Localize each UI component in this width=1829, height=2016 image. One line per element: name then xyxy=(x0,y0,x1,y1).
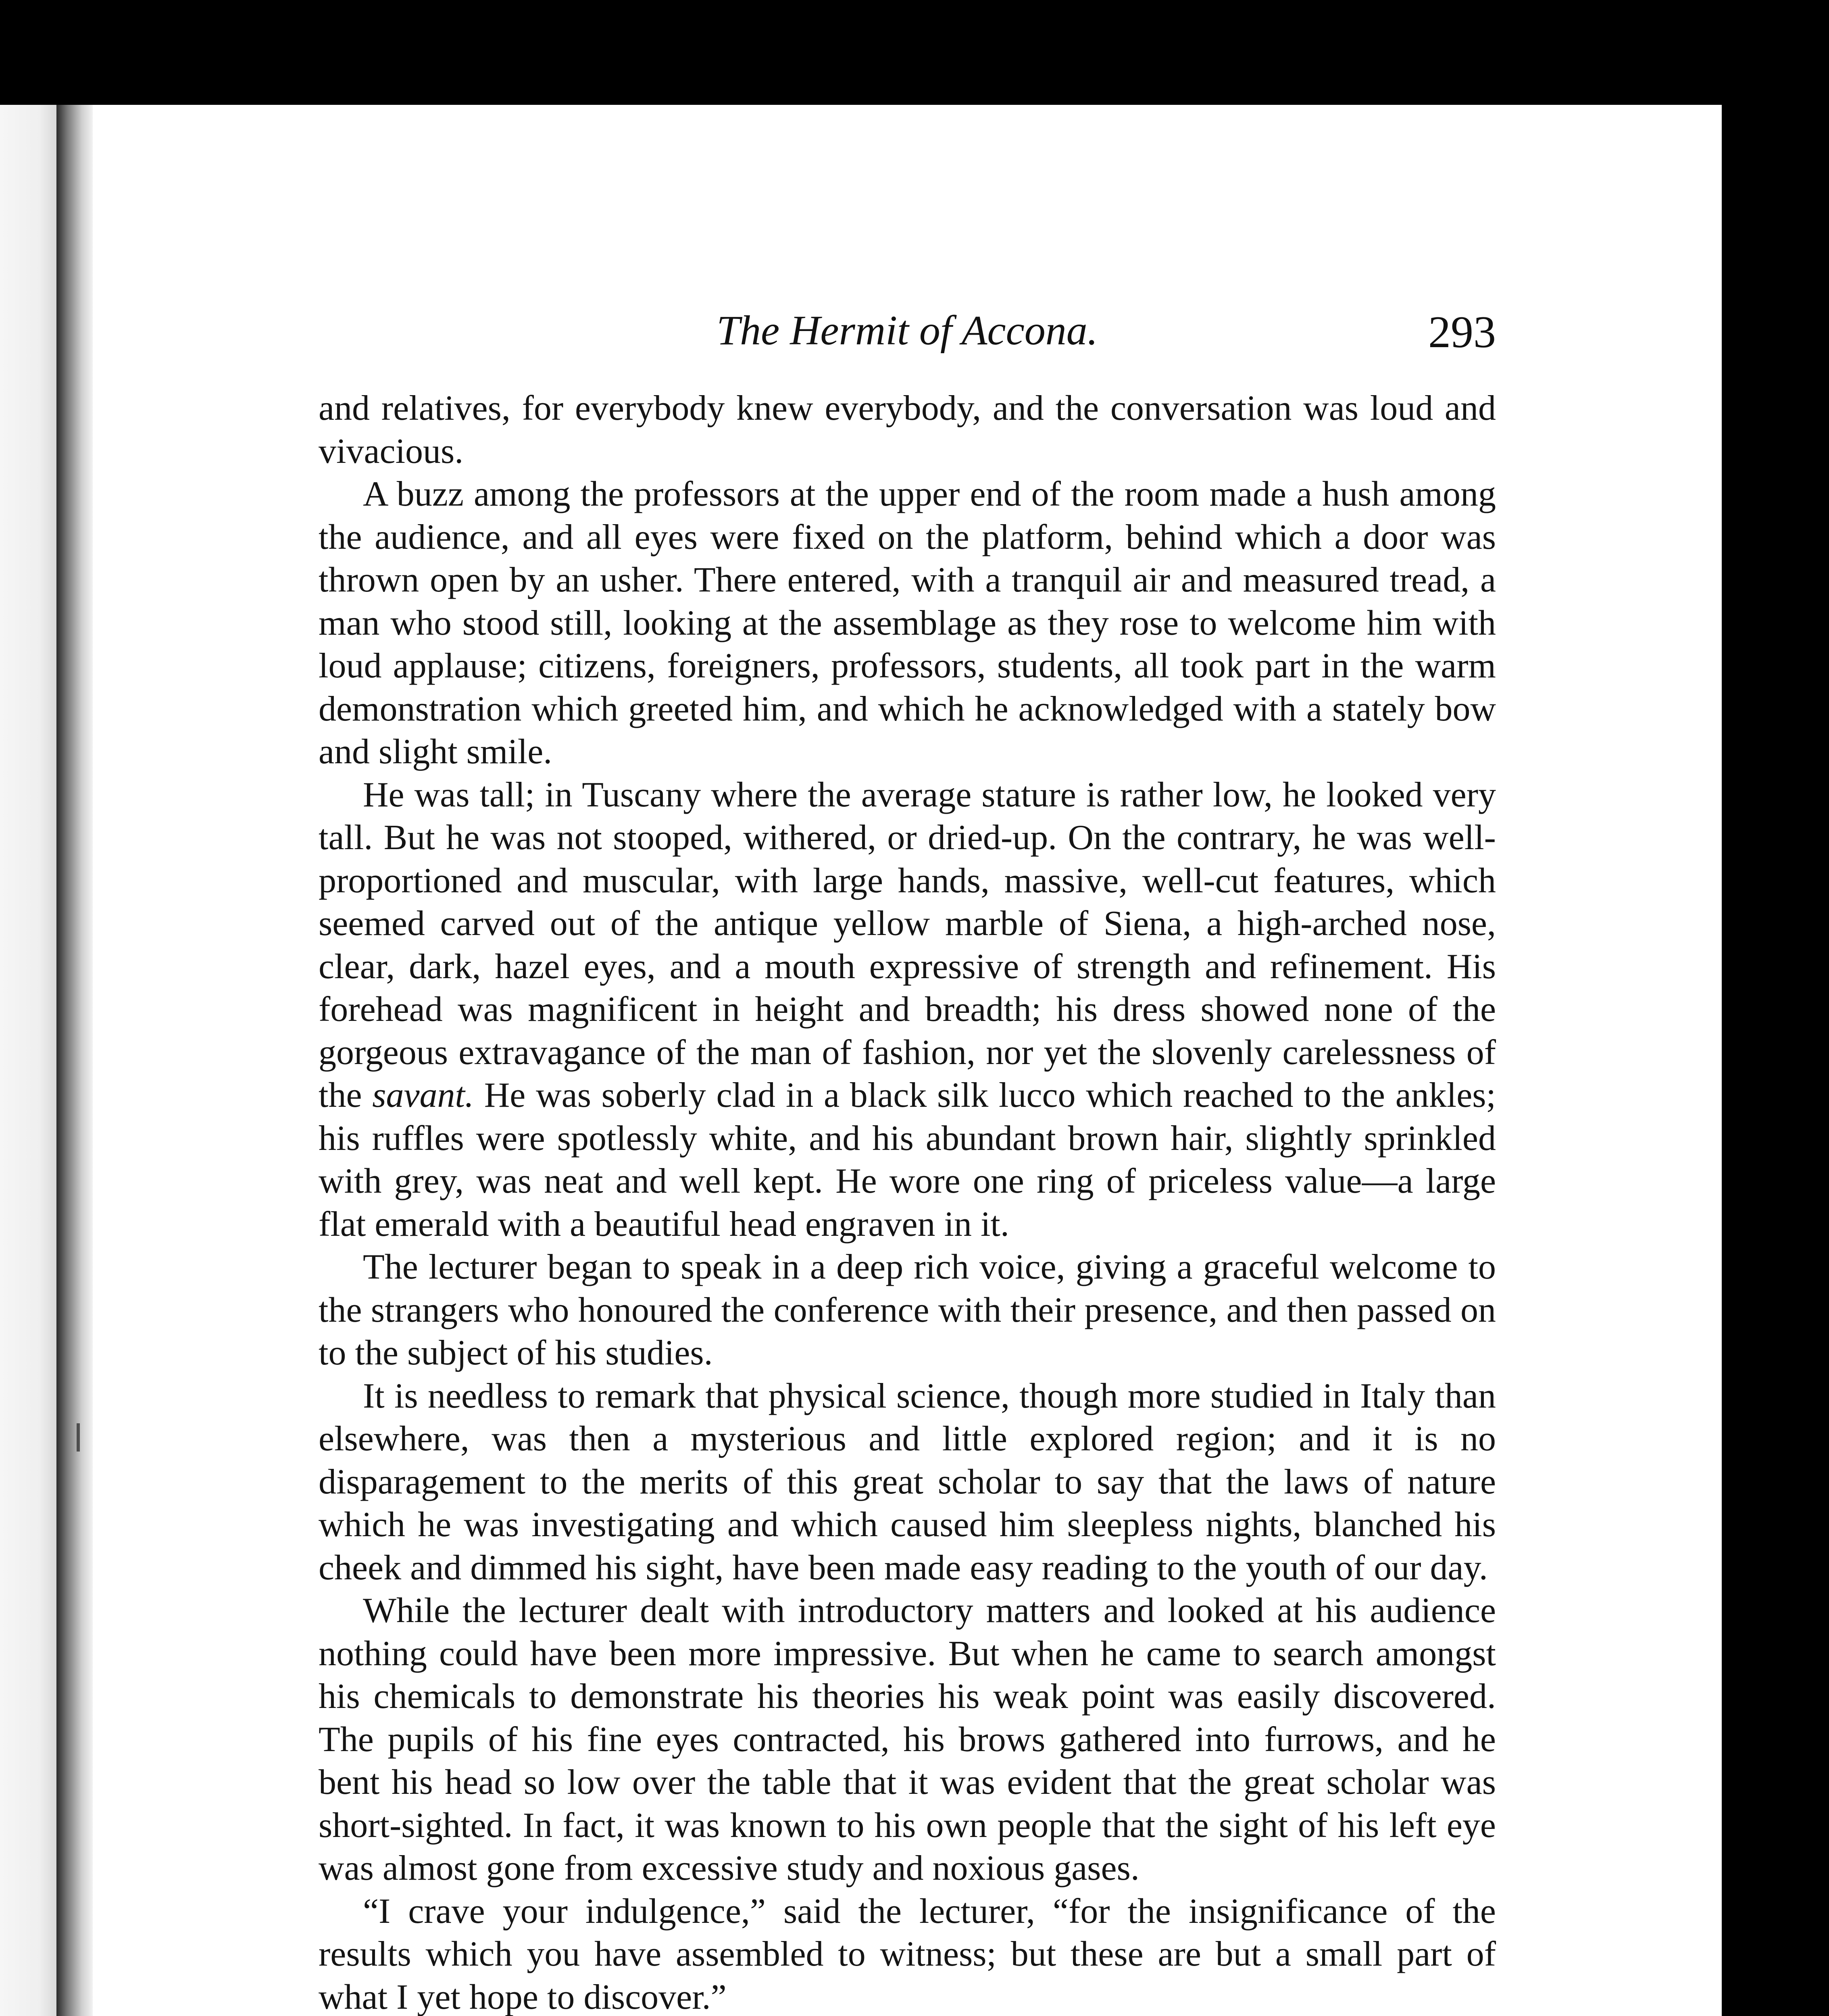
book-gutter xyxy=(56,105,93,2016)
paragraph-5: It is needless to remark that physical science, though more studied in Italy than elsewhere, was then a mysterious and little explored region; and it is no disparagement to the merits of this great scholar to say that the laws of nature which he was investigating and which caused him sleepless nights, blanched his cheek and dimmed his sight, have been made easy reading to the youth of our day. xyxy=(319,1376,1496,1587)
paragraph-2: A buzz among the professors at the upper end of the room made a hush among the audience, and all eyes were fixed on the platform, behind which a door was thrown open by an usher. There entered, with a tranquil air and measured tread, a man who stood still, looking at the assemblage as they rose to welcome him with loud applause; citizens, foreigners, professors, students, all took part in the warm demonstration which greeted him, and which he acknowledged with a stately bow and slight smile. xyxy=(319,475,1496,771)
paragraph-6: While the lecturer dealt with introductory matters and looked at his audience nothing could have been more impressive. But when he came to search amongst his chemicals to demonstrate his theories his weak point was easily discovered. The pupils of his fine eyes contracted, his brows gathered into furrows, and he bent his head so low over the table that it was evident that the great scholar was short-sighted. In fact, it was known to his own people that the sight of his left eye was almost gone from excessive study and noxious gases. xyxy=(319,1591,1496,1888)
paragraph-3 xyxy=(319,774,1496,1246)
paragraph-3-text-after: He was soberly clad in a black silk lucco which reached to the ankles; his ruffles were spotlessly white, and his abundant brown hair, slightly sprinkled with grey, was neat and well kept. He wore one ring of priceless value—a large flat emerald with a beautiful head engraven in it. xyxy=(319,1076,1496,1244)
margin-mark xyxy=(77,1423,80,1452)
paragraph-3-italic-word: savant. xyxy=(372,1076,474,1115)
running-head xyxy=(319,306,1496,363)
page-number: 293 xyxy=(1428,307,1496,357)
paragraph-4: The lecturer began to speak in a deep rich voice, giving a graceful welcome to the strangers who honoured the conference with their presence, and then passed on to the subject of his studies. xyxy=(319,1248,1496,1372)
paragraph-3-text-before: He was tall; in Tuscany where the average stature is rather low, he looked very tall. But he was not stooped, withered, or dried-up. On the contrary, he was well-proportioned and muscular, with large hands, massive, well-cut features, which seemed carved out of the antique yellow marble of Siena, a high-arched nose, clear, dark, hazel eyes, and a mouth expressive of strength and refinement. His forehead was magnificent in height and breadth; his dress showed none of the gorgeous extravagance of the man of fashion, nor yet the slovenly carelessness of the xyxy=(319,775,1496,1115)
body-text xyxy=(319,387,1496,2016)
running-title: The Hermit of Accona. xyxy=(717,307,1098,354)
paragraph-1: and relatives, for everybody knew everybody, and the conversation was loud and vivacious. xyxy=(319,389,1496,471)
paragraph-7: “I crave your indulgence,” said the lecturer, “for the insignificance of the results which you have assembled to witness; but these are but a small part of what I yet hope to discover.” xyxy=(319,1891,1496,2016)
facing-page-sliver xyxy=(0,105,56,2016)
